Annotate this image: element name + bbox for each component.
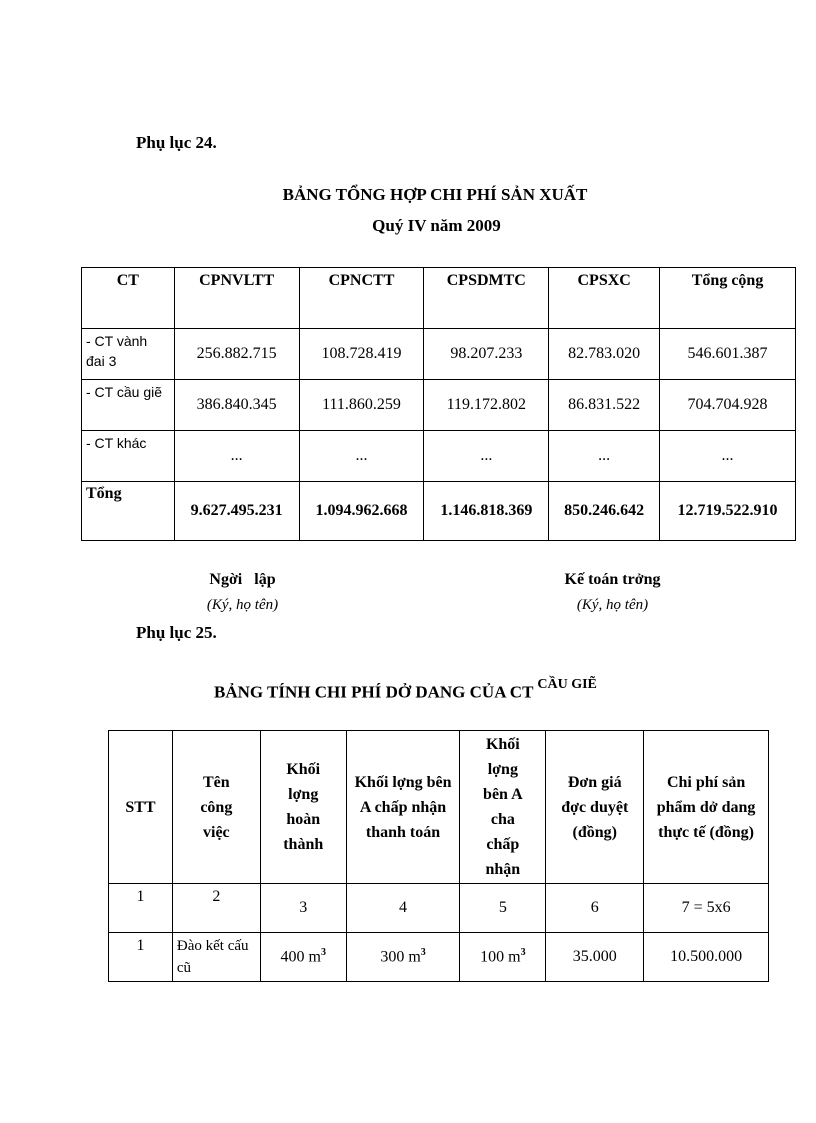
table-row [82,380,796,431]
table-cell: 2 [172,884,260,933]
wip-cost-table [108,730,769,982]
table-cell: 98.207.233 [424,329,549,380]
quantity-value: 100 m [480,948,521,966]
unit-exponent: 3 [420,947,426,959]
column-header: Chi phí sản phẩm dở dang thực tế (đồng) [644,731,769,884]
table-cell [460,933,546,982]
column-header: CT [82,268,175,329]
table-cell: 108.728.419 [299,329,424,380]
table-cell: 4 [346,884,460,933]
table-cell: 9.627.495.231 [174,482,299,541]
table-row [82,329,796,380]
column-header: CPNVLTT [174,268,299,329]
table-cell [346,933,460,982]
wip-table-title-main: BẢNG TÍNH CHI PHÍ DỞ DANG CỦA CT [214,682,534,702]
signature-right-role: Kế toán trởng [564,571,661,588]
column-header: Tổng cộng [660,268,796,329]
signature-right-note: (Ký, họ tên) [576,597,649,613]
column-header: Khối lợng bên A chấp nhận thanh toán [346,731,460,884]
summary-table-title: BẢNG TỔNG HỢP CHI PHÍ SẢN XUẤT [282,185,588,204]
table-cell: ... [549,431,660,482]
quantity-value: 400 m [280,948,321,966]
table-cell: 35.000 [546,933,644,982]
table-cell: 5 [460,884,546,933]
table-cell: 1 [109,884,173,933]
table-cell: 86.831.522 [549,380,660,431]
wip-table-title-project: CẦU GIẼ [537,677,597,692]
table-cell: ... [424,431,549,482]
table-cell: 111.860.259 [299,380,424,431]
table-cell [260,933,346,982]
table-cell: 3 [260,884,346,933]
summary-table-subtitle: Quý IV năm 2009 [372,216,501,235]
unit-exponent: 3 [320,947,326,959]
total-row [82,482,796,541]
table-row [82,431,796,482]
column-header: CPSXC [549,268,660,329]
table-cell: Đào kết cấu cũ [172,933,260,982]
signature-left-role: Ngời lập [209,571,276,588]
table-cell: 119.172.802 [424,380,549,431]
row-label: - CT cầu giẽ [82,380,175,431]
row-label: - CT khác [82,431,175,482]
table-cell: 1.146.818.369 [424,482,549,541]
table-header-row [109,731,769,884]
table-cell: 82.783.020 [549,329,660,380]
table-header-row [82,268,796,329]
table-cell: ... [660,431,796,482]
table-cell: 12.719.522.910 [660,482,796,541]
table-cell: ... [174,431,299,482]
column-header: Đơn giá đợc duyệt (đồng) [546,731,644,884]
column-header: CPSDMTC [424,268,549,329]
column-header: Khối lợng bên A cha chấp nhận [460,731,546,884]
unit-exponent: 3 [520,947,526,959]
table-cell: 1.094.962.668 [299,482,424,541]
row-label: - CT vành đai 3 [82,329,175,380]
column-header: STT [109,731,173,884]
table-cell: 6 [546,884,644,933]
table-cell: 256.882.715 [174,329,299,380]
wip-table-title [214,677,597,703]
table-cell: 1 [109,933,173,982]
table-cell: 7 = 5x6 [644,884,769,933]
table-cell: 546.601.387 [660,329,796,380]
table-cell: ... [299,431,424,482]
column-header: CPNCTT [299,268,424,329]
table-cell: 386.840.345 [174,380,299,431]
table-cell: 704.704.928 [660,380,796,431]
appendix-24-heading: Phụ lục 24. [136,133,217,152]
total-label: Tổng [82,482,175,541]
column-header: Tên công việc [172,731,260,884]
column-index-row [109,884,769,933]
table-cell: 10.500.000 [644,933,769,982]
production-cost-summary-table [81,267,796,541]
signature-left-note: (Ký, họ tên) [206,597,279,613]
table-row [109,933,769,982]
quantity-value: 300 m [380,948,421,966]
table-cell: 850.246.642 [549,482,660,541]
column-header: Khối lợng hoàn thành [260,731,346,884]
appendix-25-heading: Phụ lục 25. [136,623,217,642]
